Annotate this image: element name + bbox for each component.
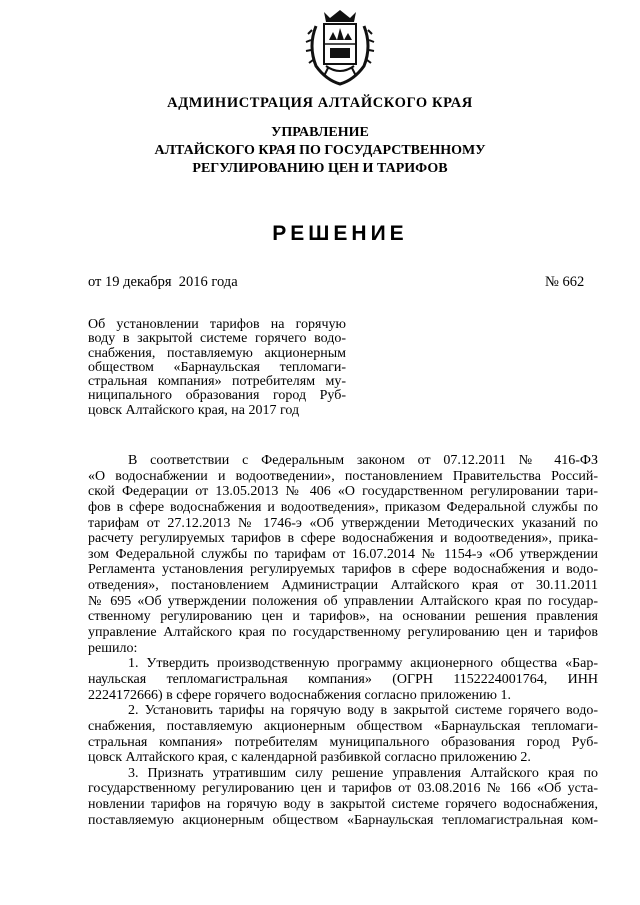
body-line: 2224172666) в сфере горячего водоснабжения согласно приложению 1. <box>88 687 511 703</box>
subject-line: стральная компания» потребителям му- <box>88 374 346 390</box>
document-date: от 19 декабря 2016 года <box>88 274 238 290</box>
body-line: новлении тарифов на горячую воду в закрытой системе горячего водоснабжения, <box>88 797 598 813</box>
body-line: наульская тепломагистральная компания» (ОГРН 1152224001764, ИНН <box>88 671 598 687</box>
body-line: 2. Установить тарифы на горячую воду в закрытой системе горячего водо- <box>128 703 598 719</box>
document-number: № 662 <box>545 274 585 290</box>
subject-line: ниципального образования город Руб- <box>88 388 346 404</box>
subject-line: снабжения, поставляемую акционерным <box>88 345 346 361</box>
body-line: стральная компания» потребителям муниципального образования город Руб- <box>88 734 598 750</box>
body-line: цовск Алтайского края, с календарной разбивкой согласно приложению 2. <box>88 750 531 766</box>
department-line: УПРАВЛЕНИЕ <box>271 125 369 140</box>
document-subject <box>88 318 346 418</box>
body-line: 3. Признать утратившим силу решение управления Алтайского края по <box>128 765 598 781</box>
body-line: зом Федеральной службы по тарифам от 16.07.2014 № 1154-э «Об утверждении <box>88 546 598 562</box>
body-line: «О водоснабжении и водоотведении», постановлением Правительства Россий- <box>88 468 598 484</box>
body-line: управление Алтайского края по государственному регулированию цен и тарифов <box>88 625 598 641</box>
document-title: РЕШЕНИЕ <box>272 222 408 245</box>
body-line: расчету регулируемых тарифов в сфере водоснабжения и водоотведения», прика- <box>88 531 598 547</box>
department-line: АЛТАЙСКОГО КРАЯ ПО ГОСУДАРСТВЕННОМУ <box>154 143 486 158</box>
administration-name: АДМИНИСТРАЦИЯ АЛТАЙСКОГО КРАЯ <box>167 95 473 111</box>
body-line: поставляемую акционерным обществом «Барнаульская тепломагистральная ком- <box>88 812 598 828</box>
document-body <box>88 453 598 828</box>
body-line: отведения», постановлением Администрации Алтайского края от 30.11.2011 <box>88 578 598 594</box>
department-name <box>0 124 640 178</box>
body-line: тарифам от 27.12.2013 № 1746-э «Об утверждении Методических указаний по <box>88 515 598 531</box>
body-line: государственному регулированию цен и тарифов от 03.08.2016 № 166 «Об уста- <box>88 781 598 797</box>
coat-of-arms-emblem <box>302 6 378 88</box>
body-line: снабжения, поставляемую акционерным обществом «Барнаульская тепломаги- <box>88 718 598 734</box>
body-line: № 695 «Об утверждении положения об управлении Алтайского края по государ- <box>88 593 598 609</box>
subject-line: цовск Алтайского края, на 2017 год <box>88 402 300 418</box>
body-line: ской Федерации от 13.05.2013 № 406 «О государственном регулировании тари- <box>88 484 598 500</box>
body-line: решило: <box>88 640 138 656</box>
body-line: фов в сфере водоснабжения и водоотведения», приказом Федеральной службы по <box>88 499 598 515</box>
body-line: 1. Утвердить производственную программу акционерного общества «Бар- <box>128 656 598 672</box>
body-line: Регламента установления регулируемых тарифов в сфере водоснабжения и водо- <box>88 562 598 578</box>
subject-line: Об установлении тарифов на горячую <box>88 317 346 332</box>
body-line: ственному регулированию цен и тарифов», на основании решения правления <box>88 609 598 625</box>
subject-line: воду в закрытой системе горячего водо- <box>88 331 346 347</box>
subject-line: обществом «Барнаульская тепломаги- <box>88 359 346 375</box>
department-line: РЕГУЛИРОВАНИЮ ЦЕН И ТАРИФОВ <box>192 161 448 176</box>
body-line: В соответствии с Федеральным законом от 07.12.2011 № 416-ФЗ <box>128 453 598 468</box>
